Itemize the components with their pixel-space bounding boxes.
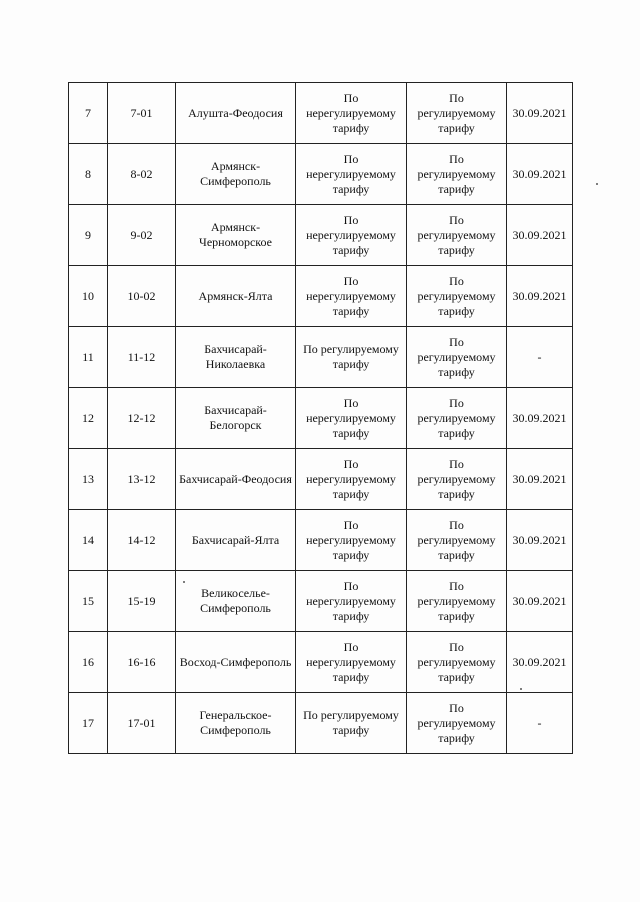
current-tariff-cell: По нерегулируемому тарифу: [296, 388, 407, 449]
row-number-cell: 11: [69, 327, 108, 388]
row-number-cell: 13: [69, 449, 108, 510]
table-row: [69, 632, 573, 693]
change-date-cell: 30.09.2021: [507, 388, 573, 449]
table-row: [69, 83, 573, 144]
route-code-cell: 13-12: [108, 449, 176, 510]
change-date-cell: 30.09.2021: [507, 144, 573, 205]
current-tariff-cell: По нерегулируемому тарифу: [296, 510, 407, 571]
table-row: [69, 205, 573, 266]
route-name-cell: Бахчисарай-Феодосия: [176, 449, 296, 510]
new-tariff-cell: По регулируемому тарифу: [407, 205, 507, 266]
current-tariff-cell: По нерегулируемому тарифу: [296, 632, 407, 693]
route-code-cell: 10-02: [108, 266, 176, 327]
change-date-cell: 30.09.2021: [507, 449, 573, 510]
route-name-cell: Великоселье-Симферополь: [176, 571, 296, 632]
current-tariff-cell: По нерегулируемому тарифу: [296, 449, 407, 510]
new-tariff-cell: По регулируемому тарифу: [407, 510, 507, 571]
new-tariff-cell: По регулируемому тарифу: [407, 83, 507, 144]
row-number-cell: 9: [69, 205, 108, 266]
new-tariff-cell: По регулируемому тарифу: [407, 693, 507, 754]
route-code-cell: 17-01: [108, 693, 176, 754]
routes-table: [68, 82, 573, 754]
current-tariff-cell: По нерегулируемому тарифу: [296, 571, 407, 632]
row-number-cell: 16: [69, 632, 108, 693]
route-code-cell: 9-02: [108, 205, 176, 266]
new-tariff-cell: По регулируемому тарифу: [407, 571, 507, 632]
new-tariff-cell: По регулируемому тарифу: [407, 266, 507, 327]
change-date-cell: 30.09.2021: [507, 632, 573, 693]
change-date-cell: 30.09.2021: [507, 510, 573, 571]
change-date-cell: -: [507, 693, 573, 754]
route-code-cell: 11-12: [108, 327, 176, 388]
route-name-cell: Бахчисарай-Белогорск: [176, 388, 296, 449]
change-date-cell: 30.09.2021: [507, 83, 573, 144]
current-tariff-cell: По нерегулируемому тарифу: [296, 266, 407, 327]
route-name-cell: Алушта-Феодосия: [176, 83, 296, 144]
new-tariff-cell: По регулируемому тарифу: [407, 388, 507, 449]
route-code-cell: 14-12: [108, 510, 176, 571]
table-row: [69, 449, 573, 510]
row-number-cell: 15: [69, 571, 108, 632]
current-tariff-cell: По регулируемому тарифу: [296, 693, 407, 754]
new-tariff-cell: По регулируемому тарифу: [407, 144, 507, 205]
route-code-cell: 15-19: [108, 571, 176, 632]
route-code-cell: 8-02: [108, 144, 176, 205]
current-tariff-cell: По нерегулируемому тарифу: [296, 205, 407, 266]
new-tariff-cell: По регулируемому тарифу: [407, 449, 507, 510]
table-row: [69, 571, 573, 632]
route-code-cell: 16-16: [108, 632, 176, 693]
row-number-cell: 7: [69, 83, 108, 144]
row-number-cell: 10: [69, 266, 108, 327]
route-name-cell: Генеральское-Симферополь: [176, 693, 296, 754]
route-name-cell: Бахчисарай-Ялта: [176, 510, 296, 571]
change-date-cell: -: [507, 327, 573, 388]
row-number-cell: 14: [69, 510, 108, 571]
row-number-cell: 8: [69, 144, 108, 205]
scan-speck: [520, 688, 522, 690]
new-tariff-cell: По регулируемому тарифу: [407, 327, 507, 388]
table-row: [69, 388, 573, 449]
route-name-cell: Восход-Симферополь: [176, 632, 296, 693]
table-row: [69, 144, 573, 205]
route-name-cell: Армянск-Симферополь: [176, 144, 296, 205]
change-date-cell: 30.09.2021: [507, 266, 573, 327]
current-tariff-cell: По нерегулируемому тарифу: [296, 83, 407, 144]
change-date-cell: 30.09.2021: [507, 571, 573, 632]
route-name-cell: Армянск-Ялта: [176, 266, 296, 327]
row-number-cell: 12: [69, 388, 108, 449]
table-row: [69, 510, 573, 571]
route-name-cell: Бахчисарай-Николаевка: [176, 327, 296, 388]
scan-speck: [183, 581, 185, 583]
route-code-cell: 7-01: [108, 83, 176, 144]
current-tariff-cell: По нерегулируемому тарифу: [296, 144, 407, 205]
table-row: [69, 327, 573, 388]
scan-speck: [596, 183, 598, 185]
table-row: [69, 693, 573, 754]
new-tariff-cell: По регулируемому тарифу: [407, 632, 507, 693]
table-row: [69, 266, 573, 327]
route-code-cell: 12-12: [108, 388, 176, 449]
routes-table-body: [69, 83, 573, 754]
change-date-cell: 30.09.2021: [507, 205, 573, 266]
current-tariff-cell: По регулируемому тарифу: [296, 327, 407, 388]
route-name-cell: Армянск-Черноморское: [176, 205, 296, 266]
row-number-cell: 17: [69, 693, 108, 754]
